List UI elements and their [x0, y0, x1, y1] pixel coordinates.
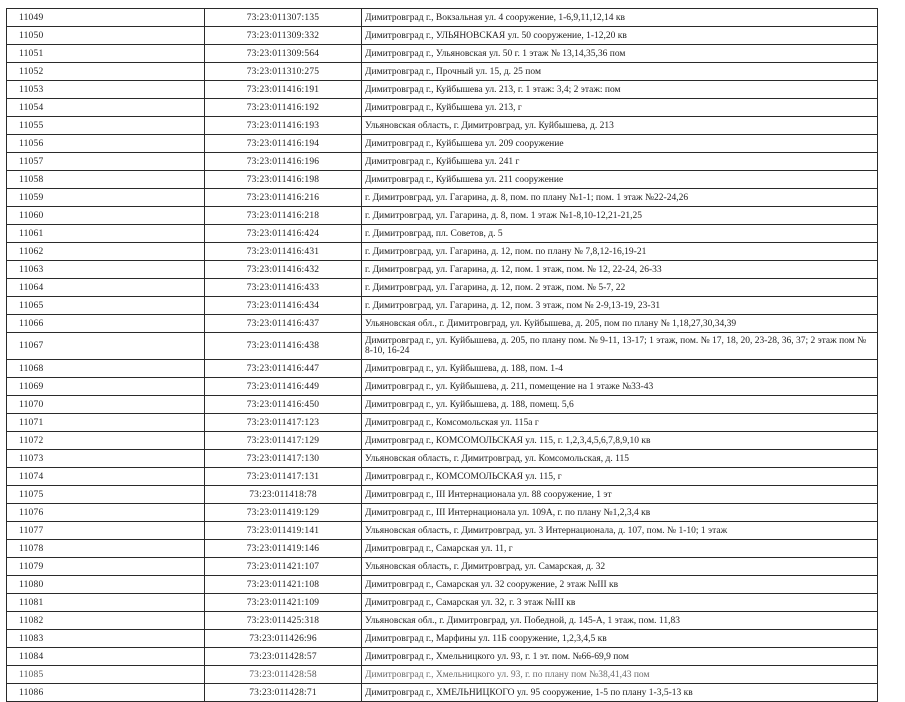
table-row [7, 279, 878, 297]
table-row [7, 63, 878, 81]
address-cell: Димитровград г., КОМСОМОЛЬСКАЯ ул. 115, г. 1,2,3,4,5,6,7,8,9,10 кв [362, 432, 878, 450]
address-cell: г. Димитровград, ул. Гагарина, д. 12, пом. 3 этаж, пом № 2-9,13-19, 23-31 [362, 297, 878, 315]
table-row [7, 261, 878, 279]
address-cell: г. Димитровград, ул. Гагарина, д. 8, пом. по плану №1-1; пом. 1 этаж №22-24,26 [362, 189, 878, 207]
address-cell: Ульяновская область, г. Димитровград, ул. 3 Интернационала, д. 107, пом. № 1-10; 1 этаж [362, 522, 878, 540]
row-number-cell: 11058 [7, 171, 205, 189]
table-row [7, 504, 878, 522]
address-cell: г. Димитровград, ул. Гагарина, д. 12, пом. по плану № 7,8,12-16,19-21 [362, 243, 878, 261]
table-row [7, 360, 878, 378]
row-number-cell: 11076 [7, 504, 205, 522]
cadastral-number-cell: 73:23:011416:447 [205, 360, 362, 378]
row-number-cell: 11069 [7, 378, 205, 396]
row-number-cell: 11074 [7, 468, 205, 486]
row-number-cell: 11057 [7, 153, 205, 171]
table-row [7, 648, 878, 666]
cadastral-number-cell: 73:23:011416:437 [205, 315, 362, 333]
table-row [7, 522, 878, 540]
table-row [7, 99, 878, 117]
registry-table-body [7, 9, 878, 702]
cadastral-number-cell: 73:23:011309:332 [205, 27, 362, 45]
cadastral-number-cell: 73:23:011416:194 [205, 135, 362, 153]
row-number-cell: 11072 [7, 432, 205, 450]
table-row [7, 333, 878, 360]
cadastral-number-cell: 73:23:011416:450 [205, 396, 362, 414]
address-cell: Димитровград г., Комсомольская ул. 115а г [362, 414, 878, 432]
address-cell: Ульяновская обл., г. Димитровград, ул. Куйбышева, д. 205, пом по плану № 1,18,27,30,34,39 [362, 315, 878, 333]
table-row [7, 612, 878, 630]
cadastral-number-cell: 73:23:011416:216 [205, 189, 362, 207]
cadastral-number-cell: 73:23:011419:141 [205, 522, 362, 540]
address-cell: Димитровград г., Самарская ул. 32 сооружение, 2 этаж №III кв [362, 576, 878, 594]
table-row [7, 396, 878, 414]
table-row [7, 27, 878, 45]
cadastral-number-cell: 73:23:011417:130 [205, 450, 362, 468]
table-row [7, 207, 878, 225]
row-number-cell: 11081 [7, 594, 205, 612]
cadastral-number-cell: 73:23:011419:129 [205, 504, 362, 522]
address-cell: г. Димитровград, ул. Гагарина, д. 12, пом. 1 этаж, пом. № 12, 22-24, 26-33 [362, 261, 878, 279]
address-cell: Димитровград г., ул. Куйбышева, д. 211, помещение на 1 этаже №33-43 [362, 378, 878, 396]
row-number-cell: 11079 [7, 558, 205, 576]
table-row [7, 189, 878, 207]
cadastral-number-cell: 73:23:011421:109 [205, 594, 362, 612]
cadastral-number-cell: 73:23:011416:449 [205, 378, 362, 396]
cadastral-number-cell: 73:23:011416:192 [205, 99, 362, 117]
row-number-cell: 11070 [7, 396, 205, 414]
cadastral-number-cell: 73:23:011417:123 [205, 414, 362, 432]
table-row [7, 432, 878, 450]
row-number-cell: 11085 [7, 666, 205, 684]
row-number-cell: 11068 [7, 360, 205, 378]
address-cell: г. Димитровград, ул. Гагарина, д. 8, пом. 1 этаж №1-8,10-12,21-21,25 [362, 207, 878, 225]
row-number-cell: 11071 [7, 414, 205, 432]
address-cell: г. Димитровград, ул. Гагарина, д. 12, пом. 2 этаж, пом. № 5-7, 22 [362, 279, 878, 297]
address-cell: Димитровград г., Куйбышева ул. 241 г [362, 153, 878, 171]
row-number-cell: 11073 [7, 450, 205, 468]
address-cell: г. Димитровград, пл. Советов, д. 5 [362, 225, 878, 243]
row-number-cell: 11065 [7, 297, 205, 315]
cadastral-number-cell: 73:23:011307:135 [205, 9, 362, 27]
row-number-cell: 11061 [7, 225, 205, 243]
address-cell: Ульяновская область, г. Димитровград, ул. Куйбышева, д. 213 [362, 117, 878, 135]
row-number-cell: 11082 [7, 612, 205, 630]
table-row [7, 135, 878, 153]
table-row [7, 378, 878, 396]
address-cell: Димитровград г., ул. Куйбышева, д. 188, помещ. 5,6 [362, 396, 878, 414]
address-cell: Димитровград г., Прочный ул. 15, д. 25 пом [362, 63, 878, 81]
row-number-cell: 11051 [7, 45, 205, 63]
row-number-cell: 11049 [7, 9, 205, 27]
table-row [7, 81, 878, 99]
address-cell: Димитровград г., III Интернационала ул. 109А, г. по плану №1,2,3,4 кв [362, 504, 878, 522]
table-row [7, 666, 878, 684]
table-row [7, 315, 878, 333]
address-cell: Димитровград г., ХМЕЛЬНИЦКОГО ул. 95 сооружение, 1-5 по плану 1-3,5-13 кв [362, 684, 878, 702]
row-number-cell: 11067 [7, 333, 205, 360]
table-row [7, 684, 878, 702]
row-number-cell: 11059 [7, 189, 205, 207]
cadastral-number-cell: 73:23:011428:57 [205, 648, 362, 666]
address-cell: Димитровград г., Самарская ул. 11, г [362, 540, 878, 558]
table-row [7, 540, 878, 558]
row-number-cell: 11060 [7, 207, 205, 225]
address-cell: Димитровград г., Ульяновская ул. 50 г. 1 этаж № 13,14,35,36 пом [362, 45, 878, 63]
row-number-cell: 11066 [7, 315, 205, 333]
table-row [7, 414, 878, 432]
address-cell: Димитровград г., Хмельницкого ул. 93, г. по плану пом №38,41,43 пом [362, 666, 878, 684]
row-number-cell: 11062 [7, 243, 205, 261]
registry-sheet [6, 8, 878, 702]
row-number-cell: 11064 [7, 279, 205, 297]
row-number-cell: 11063 [7, 261, 205, 279]
table-row [7, 297, 878, 315]
table-row [7, 630, 878, 648]
cadastral-number-cell: 73:23:011416:424 [205, 225, 362, 243]
address-cell: Димитровград г., КОМСОМОЛЬСКАЯ ул. 115, г [362, 468, 878, 486]
table-row [7, 9, 878, 27]
table-row [7, 468, 878, 486]
cadastral-number-cell: 73:23:011416:198 [205, 171, 362, 189]
address-cell: Димитровград г., ул. Куйбышева, д. 188, пом. 1-4 [362, 360, 878, 378]
cadastral-number-cell: 73:23:011416:193 [205, 117, 362, 135]
table-row [7, 594, 878, 612]
cadastral-number-cell: 73:23:011416:431 [205, 243, 362, 261]
cadastral-number-cell: 73:23:011416:434 [205, 297, 362, 315]
row-number-cell: 11054 [7, 99, 205, 117]
address-cell: Ульяновская область, г. Димитровград, ул. Самарская, д. 32 [362, 558, 878, 576]
row-number-cell: 11050 [7, 27, 205, 45]
address-cell: Димитровград г., Куйбышева ул. 213, г [362, 99, 878, 117]
table-row [7, 450, 878, 468]
cadastral-number-cell: 73:23:011416:218 [205, 207, 362, 225]
cadastral-number-cell: 73:23:011309:564 [205, 45, 362, 63]
cadastral-number-cell: 73:23:011428:58 [205, 666, 362, 684]
cadastral-number-cell: 73:23:011416:433 [205, 279, 362, 297]
cadastral-number-cell: 73:23:011416:191 [205, 81, 362, 99]
row-number-cell: 11086 [7, 684, 205, 702]
cadastral-number-cell: 73:23:011417:131 [205, 468, 362, 486]
table-row [7, 558, 878, 576]
row-number-cell: 11075 [7, 486, 205, 504]
address-cell: Димитровград г., Куйбышева ул. 213, г. 1 этаж: 3,4; 2 этаж: пом [362, 81, 878, 99]
cadastral-number-cell: 73:23:011416:432 [205, 261, 362, 279]
address-cell: Димитровград г., Куйбышева ул. 211 сооружение [362, 171, 878, 189]
table-row [7, 243, 878, 261]
cadastral-number-cell: 73:23:011417:129 [205, 432, 362, 450]
address-cell: Димитровград г., Самарская ул. 32, г. 3 этаж №III кв [362, 594, 878, 612]
address-cell: Димитровград г., Вокзальная ул. 4 сооружение, 1-6,9,11,12,14 кв [362, 9, 878, 27]
cadastral-number-cell: 73:23:011416:196 [205, 153, 362, 171]
cadastral-number-cell: 73:23:011310:275 [205, 63, 362, 81]
row-number-cell: 11080 [7, 576, 205, 594]
address-cell: Ульяновская область, г. Димитровград, ул. Комсомольская, д. 115 [362, 450, 878, 468]
row-number-cell: 11052 [7, 63, 205, 81]
table-row [7, 117, 878, 135]
cadastral-number-cell: 73:23:011421:108 [205, 576, 362, 594]
address-cell: Димитровград г., УЛЬЯНОВСКАЯ ул. 50 сооружение, 1-12,20 кв [362, 27, 878, 45]
address-cell: Димитровград г., Марфины ул. 11Б сооружение, 1,2,3,4,5 кв [362, 630, 878, 648]
address-cell: Димитровград г., ул. Куйбышева, д. 205, по плану пом. № 9-11, 13-17; 1 этаж, пом. № 17, 18, 20, 23-28, 36, 37; 2 этаж пом № 8-10, 16-24 [362, 333, 878, 360]
table-row [7, 45, 878, 63]
cadastral-number-cell: 73:23:011421:107 [205, 558, 362, 576]
cadastral-number-cell: 73:23:011428:71 [205, 684, 362, 702]
row-number-cell: 11083 [7, 630, 205, 648]
cadastral-number-cell: 73:23:011426:96 [205, 630, 362, 648]
table-row [7, 171, 878, 189]
table-row [7, 486, 878, 504]
address-cell: Димитровград г., Хмельницкого ул. 93, г. 1 эт. пом. №66-69,9 пом [362, 648, 878, 666]
table-row [7, 225, 878, 243]
row-number-cell: 11078 [7, 540, 205, 558]
cadastral-number-cell: 73:23:011425:318 [205, 612, 362, 630]
row-number-cell: 11077 [7, 522, 205, 540]
cadastral-number-cell: 73:23:011416:438 [205, 333, 362, 360]
cadastral-number-cell: 73:23:011418:78 [205, 486, 362, 504]
cadastral-number-cell: 73:23:011419:146 [205, 540, 362, 558]
row-number-cell: 11055 [7, 117, 205, 135]
row-number-cell: 11056 [7, 135, 205, 153]
property-registry-table [6, 8, 878, 702]
row-number-cell: 11084 [7, 648, 205, 666]
address-cell: Димитровград г., Куйбышева ул. 209 сооружение [362, 135, 878, 153]
table-row [7, 153, 878, 171]
address-cell: Димитровград г., III Интернационала ул. 88 сооружение, 1 эт [362, 486, 878, 504]
address-cell: Ульяновская обл., г. Димитровград, ул. Победной, д. 145-А, 1 этаж, пом. 11,83 [362, 612, 878, 630]
row-number-cell: 11053 [7, 81, 205, 99]
table-row [7, 576, 878, 594]
